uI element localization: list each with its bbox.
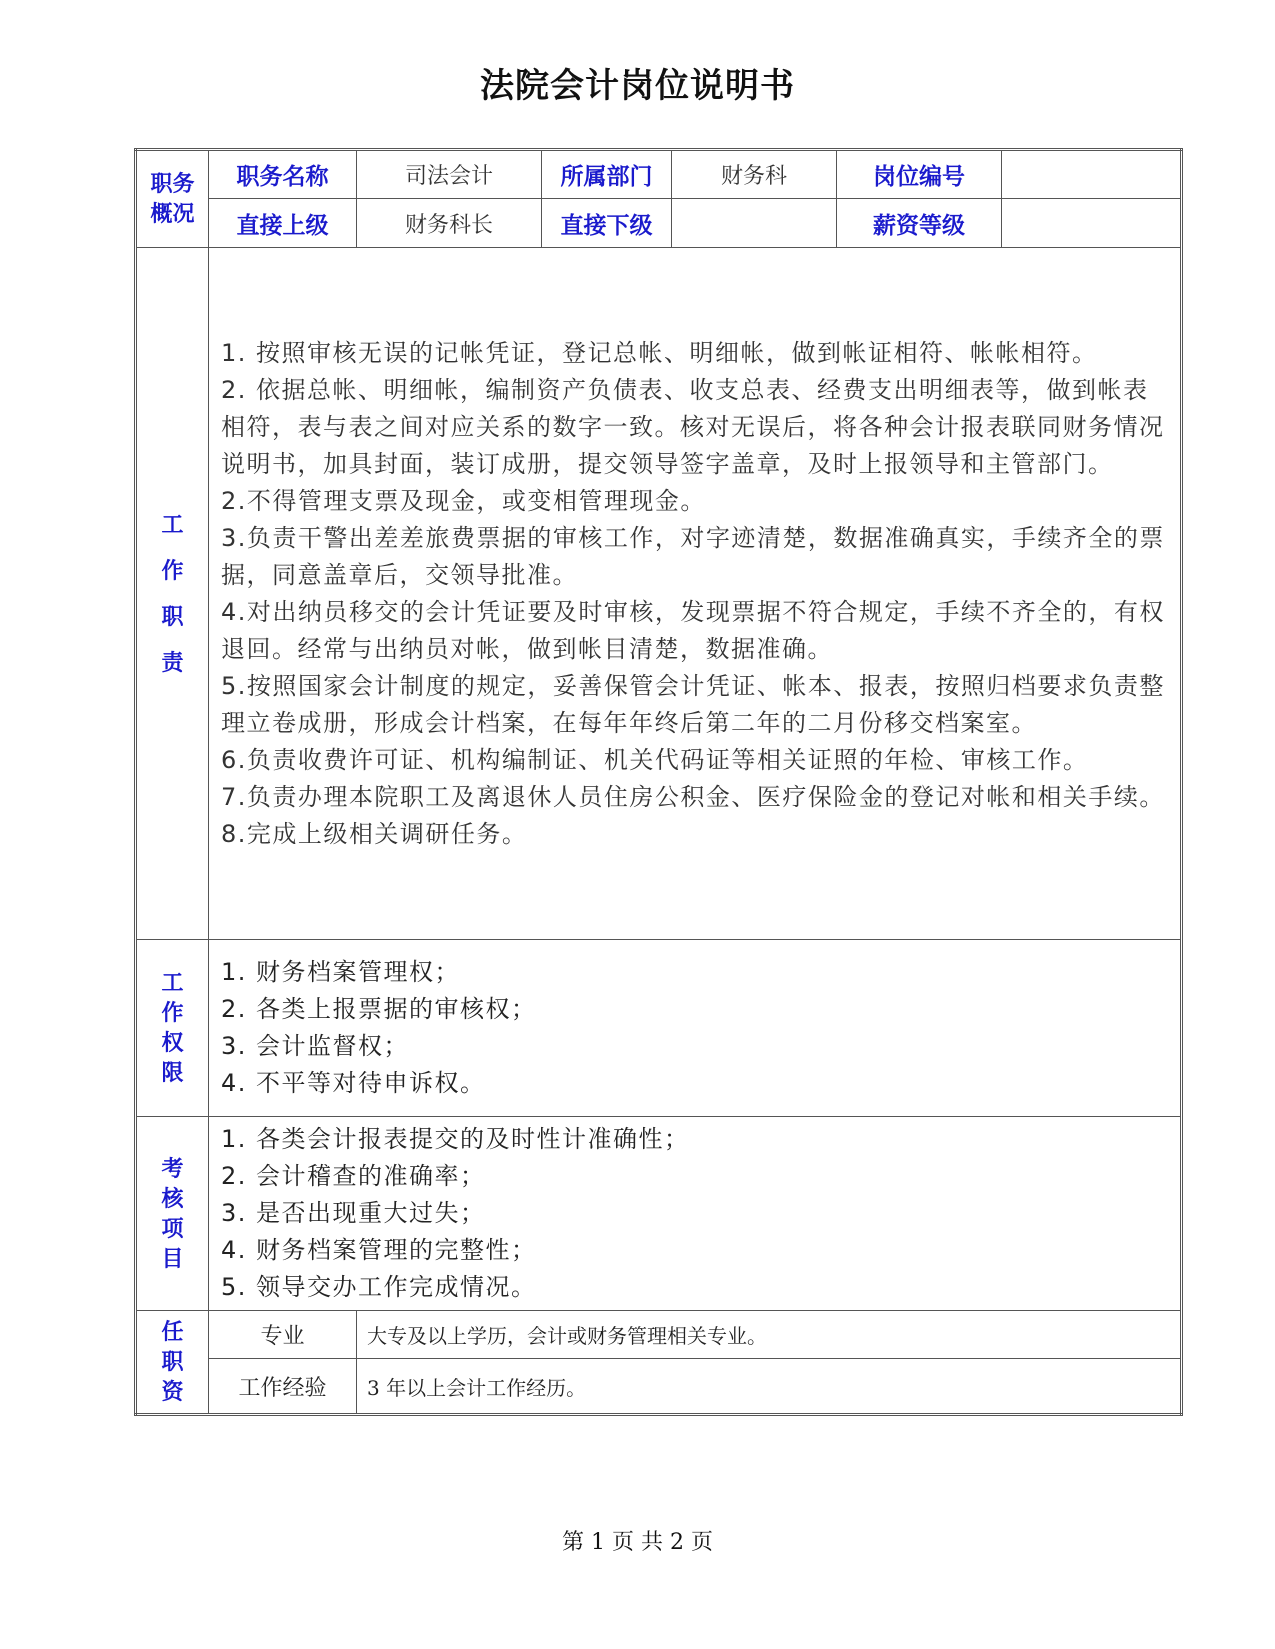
- duty-item: 1. 按照审核无误的记帐凭证，登记总帐、明细帐，做到帐证相符、帐帐相符。: [221, 338, 1098, 367]
- assessment-item: 4. 财务档案管理的完整性；: [221, 1236, 537, 1264]
- direct-subordinate-label: 直接下级: [542, 199, 672, 248]
- major-value: 大专及以上学历，会计或财务管理相关专业。: [357, 1311, 1182, 1359]
- authority-section-label: 工 作 权 限: [136, 940, 209, 1117]
- assessment-item: 5. 领导交办工作完成情况。: [221, 1273, 537, 1301]
- duty-item: 6.负责收费许可证、机构编制证、机关代码证等相关证照的年检、审核工作。: [221, 745, 1089, 774]
- experience-label: 工作经验: [209, 1359, 357, 1415]
- authority-content: [209, 940, 1182, 1117]
- salary-grade-value: [1002, 199, 1182, 248]
- job-title-value: 司法会计: [357, 150, 542, 199]
- qualification-section-label: 任 职 资: [136, 1311, 209, 1415]
- duty-item: 8.完成上级相关调研任务。: [221, 819, 528, 848]
- page-footer: 第 1 页 共 2 页: [562, 1530, 713, 1555]
- salary-grade-label: 薪资等级: [837, 199, 1002, 248]
- direct-superior-label: 直接上级: [209, 199, 357, 248]
- authority-item: 2. 各类上报票据的审核权；: [221, 995, 537, 1023]
- duty-item: 2.不得管理支票及现金，或变相管理现金。: [221, 486, 706, 515]
- authority-row: [136, 940, 1182, 1117]
- job-title-label: 职务名称: [209, 150, 357, 199]
- duty-item: 2. 依据总帐、明细帐，编制资产负债表、收支总表、经费支出明细表等，做到帐表相符，表与表之间对应关系的数字一致。核对无误后，将各种会计报表联同财务情况说明书，加具封面，装订成册，提交领导签字盖章，及时上报领导和主管部门。: [221, 375, 1165, 478]
- duty-item: 4.对出纳员移交的会计凭证要及时审核，发现票据不符合规定，手续不齐全的，有权退回。经常与出纳员对帐，做到帐目清楚，数据准确。: [221, 597, 1165, 663]
- assessment-section-label: 考 核 项 目: [136, 1117, 209, 1311]
- position-id-label: 岗位编号: [837, 150, 1002, 199]
- major-label: 专业: [209, 1311, 357, 1359]
- qualification-row-experience: [136, 1359, 1182, 1415]
- overview-section-label: 职务 概况: [136, 150, 209, 248]
- authority-item: 3. 会计监督权；: [221, 1032, 410, 1060]
- authority-item: 1. 财务档案管理权；: [221, 958, 461, 986]
- assessment-item: 2. 会计稽查的准确率；: [221, 1162, 486, 1190]
- assessment-row: [136, 1117, 1182, 1311]
- duty-item: 7.负责办理本院职工及离退休人员住房公积金、医疗保险金的登记对帐和相关手续。: [221, 782, 1165, 811]
- duties-content: [209, 248, 1182, 940]
- experience-value: 3 年以上会计工作经历。: [357, 1359, 1182, 1415]
- department-value: 财务科: [672, 150, 837, 199]
- direct-superior-value: 财务科长: [357, 199, 542, 248]
- duties-row: [136, 248, 1182, 940]
- authority-item: 4. 不平等对待申诉权。: [221, 1069, 486, 1097]
- direct-subordinate-value: [672, 199, 837, 248]
- job-description-table: [134, 148, 1183, 1416]
- assessment-content: [209, 1117, 1182, 1311]
- duty-item: 5.按照国家会计制度的规定，妥善保管会计凭证、帐本、报表，按照归档要求负责整理立卷成册，形成会计档案，在每年年终后第二年的二月份移交档案室。: [221, 671, 1165, 737]
- overview-row-2: [136, 199, 1182, 248]
- assessment-item: 3. 是否出现重大过失；: [221, 1199, 486, 1227]
- position-id-value: [1002, 150, 1182, 199]
- overview-row-1: [136, 150, 1182, 199]
- assessment-item: 1. 各类会计报表提交的及时性计准确性；: [221, 1125, 690, 1153]
- duties-section-label: 工 作 职 责: [136, 248, 209, 940]
- duty-item: 3.负责干警出差差旅费票据的审核工作，对字迹清楚，数据准确真实，手续齐全的票据，同意盖章后，交领导批准。: [221, 523, 1165, 589]
- department-label: 所属部门: [542, 150, 672, 199]
- qualification-row-major: [136, 1311, 1182, 1359]
- document-title: 法院会计岗位说明书: [480, 66, 795, 106]
